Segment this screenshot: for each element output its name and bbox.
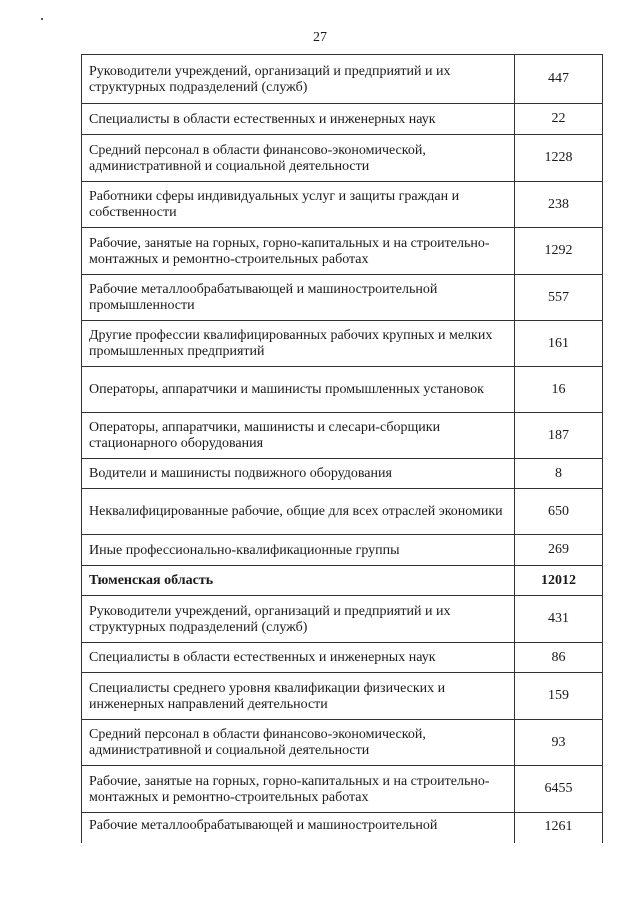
- occupation-count: 159: [515, 673, 603, 720]
- table-row: [82, 596, 603, 643]
- occupation-count: 16: [515, 367, 603, 413]
- occupation-label: Работники сферы индивидуальных услуг и защиты граждан и собственности: [82, 182, 515, 228]
- table-row: [82, 182, 603, 228]
- occupation-label: Специалисты среднего уровня квалификации физических и инженерных направлений деятельности: [82, 673, 515, 720]
- table-row: [82, 720, 603, 766]
- table-row: [82, 643, 603, 673]
- scan-speck: [41, 18, 43, 20]
- occupation-count: 557: [515, 275, 603, 321]
- occupation-label: Средний персонал в области финансово-экономической, административной и социальной деятельности: [82, 135, 515, 182]
- table-row: [82, 413, 603, 459]
- table-row: [82, 459, 603, 489]
- occupation-count: 161: [515, 321, 603, 367]
- occupation-label: Водители и машинисты подвижного оборудования: [82, 459, 515, 489]
- table-row: [82, 135, 603, 182]
- table-row: [82, 55, 603, 104]
- occupation-label: Руководители учреждений, организаций и предприятий и их структурных подразделений (служб): [82, 596, 515, 643]
- table-row: [82, 104, 603, 135]
- table-row: [82, 813, 603, 843]
- occupation-count: 269: [515, 535, 603, 566]
- table-row: [82, 367, 603, 413]
- occupation-table: [81, 54, 603, 843]
- occupation-count: 93: [515, 720, 603, 766]
- occupation-label: Средний персонал в области финансово-экономической, административной и социальной деятельности: [82, 720, 515, 766]
- occupation-label: Иные профессионально-квалификационные группы: [82, 535, 515, 566]
- table-row: [82, 673, 603, 720]
- occupation-label: Рабочие металлообрабатывающей и машиностроительной промышленности: [82, 275, 515, 321]
- occupation-label: Специалисты в области естественных и инженерных наук: [82, 104, 515, 135]
- occupation-label: Операторы, аппаратчики, машинисты и слесари-сборщики стационарного оборудования: [82, 413, 515, 459]
- table-row: [82, 275, 603, 321]
- table-body: [82, 55, 603, 843]
- table-row: [82, 321, 603, 367]
- page-number: 27: [313, 30, 327, 45]
- occupation-label: Рабочие металлообрабатывающей и машиностроительной: [82, 813, 515, 843]
- occupation-label: Специалисты в области естественных и инженерных наук: [82, 643, 515, 673]
- occupation-count: 1261: [515, 813, 603, 843]
- occupation-count: 238: [515, 182, 603, 228]
- occupation-count: 650: [515, 489, 603, 535]
- occupation-count: 6455: [515, 766, 603, 813]
- table-row: [82, 766, 603, 813]
- table-row: [82, 489, 603, 535]
- occupation-label: Неквалифицированные рабочие, общие для всех отраслей экономики: [82, 489, 515, 535]
- occupation-count: 8: [515, 459, 603, 489]
- occupation-label: Рабочие, занятые на горных, горно-капитальных и на строительно-монтажных и ремонтно-строительных работах: [82, 766, 515, 813]
- occupation-label: Руководители учреждений, организаций и предприятий и их структурных подразделений (служб): [82, 55, 515, 104]
- occupation-count: 187: [515, 413, 603, 459]
- occupation-label: Другие профессии квалифицированных рабочих крупных и мелких промышленных предприятий: [82, 321, 515, 367]
- occupation-label: Тюменская область: [82, 566, 515, 596]
- table-row: [82, 228, 603, 275]
- occupation-label: Операторы, аппаратчики и машинисты промышленных установок: [82, 367, 515, 413]
- occupation-count: 86: [515, 643, 603, 673]
- table-row-region-total: [82, 566, 603, 596]
- occupation-count: 12012: [515, 566, 603, 596]
- occupation-count: 447: [515, 55, 603, 104]
- occupation-count: 1228: [515, 135, 603, 182]
- occupation-label: Рабочие, занятые на горных, горно-капитальных и на строительно-монтажных и ремонтно-строительных работах: [82, 228, 515, 275]
- table-row: [82, 535, 603, 566]
- occupation-count: 431: [515, 596, 603, 643]
- occupation-count: 22: [515, 104, 603, 135]
- occupation-count: 1292: [515, 228, 603, 275]
